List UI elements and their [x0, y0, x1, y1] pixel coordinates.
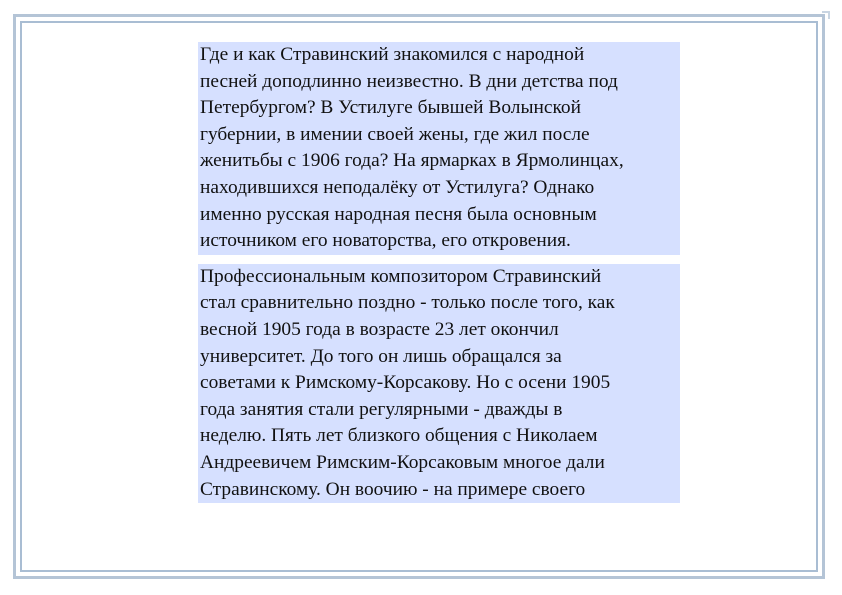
text-line: Андреевичем Римским-Корсаковым многое дали	[200, 451, 605, 473]
text-line: находившихся неподалёку от Устилуга? Однако	[200, 176, 595, 198]
paragraph-1	[198, 42, 680, 255]
text-line: губернии, в имении своей жены, где жил после	[200, 123, 590, 145]
text-line: женитьбы с 1906 года? На ярмарках в Ярмолинцах,	[200, 150, 624, 172]
text-line: источником его новаторства, его откровения.	[200, 230, 571, 252]
text-line: весной 1905 года в возрасте 23 лет окончил	[200, 318, 559, 340]
text-line: песней доподлинно неизвестно. В дни детства под	[200, 70, 618, 92]
text-block	[198, 42, 680, 503]
text-line: Профессиональным композитором Стравинский	[200, 265, 602, 287]
text-line: именно русская народная песня была основным	[200, 203, 597, 225]
text-line: Где и как Стравинский знакомился с народной	[200, 44, 585, 65]
text-line: неделю. Пять лет близкого общения с Николаем	[200, 425, 598, 447]
paragraph-2	[198, 264, 680, 503]
text-line: года занятия стали регулярными - дважды в	[200, 398, 563, 420]
text-line: стал сравнительно поздно - только после того, как	[200, 292, 615, 314]
text-line: Стравинскому. Он воочию - на примере своего	[200, 478, 586, 500]
text-line: университет. До того он лишь обращался за	[200, 345, 562, 367]
text-line: Петербургом? В Устилуге бывшей Волынской	[200, 97, 581, 119]
text-line: советами к Римскому-Корсакову. Но с осени 1905	[200, 372, 611, 394]
